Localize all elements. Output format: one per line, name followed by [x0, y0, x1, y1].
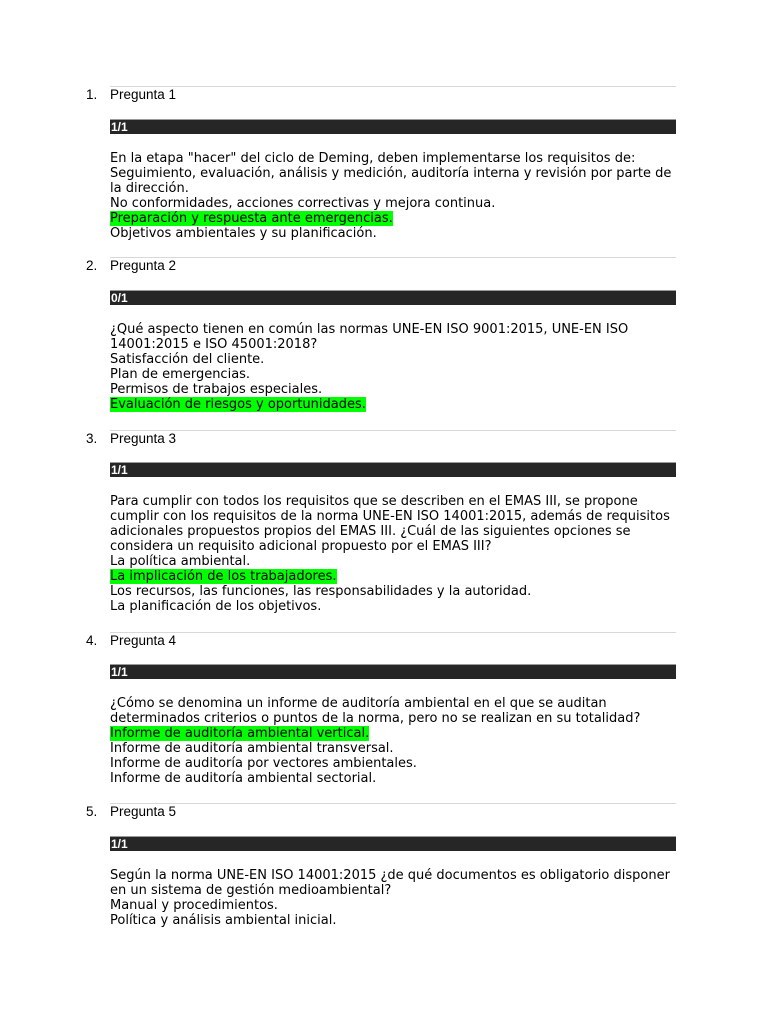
question-title: Pregunta 3: [110, 431, 177, 446]
answer-option: Permisos de trabajos especiales.: [110, 382, 323, 397]
question-number: 4.: [86, 633, 98, 648]
answer-option: Informe de auditoría ambiental transversal.: [110, 741, 394, 756]
question-number: 5.: [86, 804, 98, 819]
question-text: ¿Qué aspecto tienen en común las normas UNE-EN ISO 9001:2015, UNE-EN ISO 14001:2015 e ISO 45001:2018?: [110, 322, 629, 352]
score-label: 1/1: [111, 463, 128, 477]
question-number: 1.: [86, 87, 98, 102]
answer-option-correct: La implicación de los trabajadores.: [110, 569, 337, 584]
question-body: [110, 868, 676, 928]
score-label: 1/1: [111, 665, 128, 679]
score-bar: [110, 664, 676, 679]
question-title: Pregunta 5: [110, 804, 177, 819]
question-text: En la etapa "hacer" del ciclo de Deming, deben implementarse los requisitos de:: [110, 151, 636, 166]
question-text: Para cumplir con todos los requisitos que se describen en el EMAS III, se propone cumplir con los requisitos de la norma UNE-EN ISO 14001:2015, además de requisitos adicionales propuestos propios del EMAS III. ¿Cuál de las siguientes opciones se considera un requisito adicional propuesto por el EMAS III?: [110, 494, 670, 554]
answer-option: Política y análisis ambiental inicial.: [110, 913, 337, 928]
question-title: Pregunta 1: [110, 87, 177, 102]
question-divider: [110, 86, 676, 87]
answer-option-correct: Evaluación de riesgos y oportunidades.: [110, 397, 366, 412]
answer-option: Los recursos, las funciones, las responsabilidades y la autoridad.: [110, 584, 532, 599]
answer-option: Objetivos ambientales y su planificación.: [110, 226, 377, 241]
answer-option: Informe de auditoría ambiental sectorial.: [110, 771, 377, 786]
question-number: 2.: [86, 258, 98, 273]
score-bar: [110, 836, 676, 851]
answer-option: La política ambiental.: [110, 554, 251, 569]
answer-option: Satisfacción del cliente.: [110, 352, 265, 367]
answer-option: Manual y procedimientos.: [110, 898, 278, 913]
answer-option: Informe de auditoría por vectores ambientales.: [110, 756, 417, 771]
question-text: ¿Cómo se denomina un informe de auditoría ambiental en el que se auditan determinados criterios o puntos de la norma, pero no se realizan en su totalidad?: [110, 696, 641, 726]
score-bar: [110, 290, 676, 305]
answer-option: La planificación de los objetivos.: [110, 599, 322, 614]
answer-option-correct: Preparación y respuesta ante emergencias.: [110, 211, 393, 226]
question-body: [110, 494, 676, 614]
score-label: 0/1: [111, 291, 128, 305]
question-divider: [110, 803, 676, 804]
score-bar: [110, 462, 676, 477]
score-label: 1/1: [111, 837, 128, 851]
question-divider: [110, 430, 676, 431]
question-divider: [110, 632, 676, 633]
question-body: [110, 322, 676, 412]
score-label: 1/1: [111, 120, 128, 134]
answer-option: Plan de emergencias.: [110, 367, 251, 382]
answer-option: Seguimiento, evaluación, análisis y medición, auditoría interna y revisión por parte de la dirección.: [110, 166, 672, 196]
question-title: Pregunta 2: [110, 258, 177, 273]
question-title: Pregunta 4: [110, 633, 177, 648]
question-number: 3.: [86, 431, 98, 446]
question-text: Según la norma UNE-EN ISO 14001:2015 ¿de qué documentos es obligatorio disponer en un sistema de gestión medioambiental?: [110, 868, 670, 898]
score-bar: [110, 119, 676, 134]
question-body: [110, 151, 676, 241]
answer-option-correct: Informe de auditoría ambiental vertical.: [110, 726, 370, 741]
answer-option: No conformidades, acciones correctivas y mejora continua.: [110, 196, 496, 211]
question-divider: [110, 257, 676, 258]
question-body: [110, 696, 676, 786]
